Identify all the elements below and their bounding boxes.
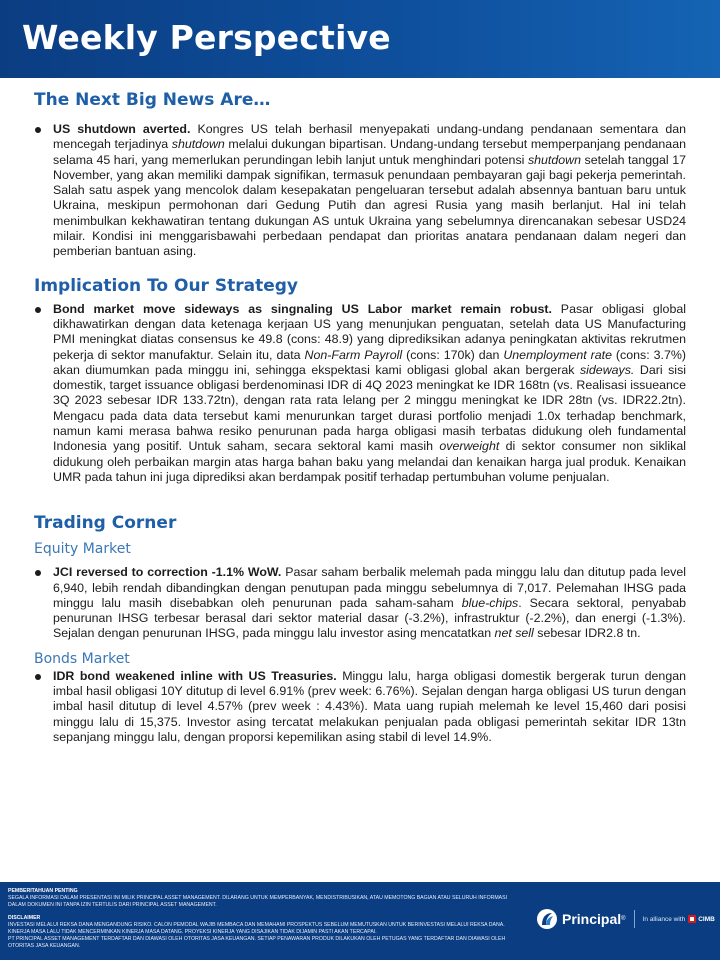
equity-text: . Secara sektoral, penyabab penurunan IHSG terbesar berasal dari sektor material dasar (-3.2%), infrastruktur (-2.2%), dan energi (-1.3%). Sejalan dengan penurunan IHSG, pada minggu lalu investor asing mencatatkan (53, 595, 686, 641)
trading-section (34, 511, 686, 745)
equity-text: sebesar IDR2.8 tn. (533, 626, 641, 641)
strategy-text: (cons: 170k) dan (402, 347, 504, 362)
equity-text: Pasar saham berbalik melemah pada minggu lalu dan ditutup pada level 6,940, lebih rendah dibandingkan dengan penutupan pada minggu sebelumnya di 7,017. Pelemahan IHSG pada minggu lalu masih disebabkan oleh penurunan pada saham-saham (53, 565, 686, 610)
news-section (34, 88, 686, 260)
partner-name: CIMB (698, 915, 715, 923)
strategy-text: di sektor consumer non siklikal didukung oleh perbaikan margin atas harga bahan baku yang melandai dan kenaikan harga jual produk. Kenaikan UMR pada tahun ini juga diprediksi akan berdampak positif terhadap pertumbuhan volume penjualan. (53, 439, 686, 484)
bullet-icon (35, 127, 41, 133)
notice-heading: PEMBERITAHUAN PENTING (8, 888, 78, 894)
equity-paragraph (53, 565, 686, 641)
notice-text: SEGALA INFORMASI DALAM PRESENTASI INI MILIK PRINCIPAL ASSET MANAGEMENT. DILARANG UNTUK MEMPERBANYAK, MENDISTRIBUSIKAN, ATAU MEMOTONG BAGIAN ATAU SELURUH INFORMASI DALAM DOKUMEN INI TANPA IZIN TERTULIS DARI PRINCIPAL ASSET MANAGEMENT. (8, 895, 508, 909)
disclaimer-heading: DISCLAIMER (8, 914, 41, 921)
principal-logo-icon (536, 908, 558, 930)
bonds-heading: Bonds Market (34, 650, 130, 667)
page-header (0, 0, 720, 78)
trading-heading: Trading Corner (34, 513, 177, 534)
page-title: Weekly Perspective (22, 18, 391, 57)
equity-emphasis: blue-chips (461, 595, 519, 610)
news-emphasis: shutdown (171, 137, 225, 152)
page-footer (0, 882, 720, 960)
cimb-logo-icon (688, 915, 696, 923)
bonds-lead: IDR bond weakened inline with US Treasuries. (53, 668, 337, 683)
news-bullet (34, 122, 686, 260)
news-heading: The Next Big News Are… (34, 90, 271, 110)
brand-divider (634, 910, 635, 928)
strategy-section (34, 274, 686, 486)
news-text: melalui dukungan bipartisan. Undang-undang tersebut memperpanjang pendanaan selama 45 hari, yang memerlukan perundingan lebih lanjut untuk menghindari potensi (53, 137, 686, 167)
alliance-text: In alliance with (642, 915, 686, 923)
bonds-text: Minggu lalu, harga obligasi domestik bergerak turun dengan imbal hasil obligasi 10Y ditutup di level 6.91% (prev week: 6.76%). Sejalan dengan harga obligasi US turun dengan imbal hasil ditutup di level 4.57% (prev week : 4.43%). Mata uang rupiah melemah ke level 15,460 dari posisi minggu lalu di 15,375. Investor asing tercatat melakukan penjualan pada obligasi pemerintah sekitar IDR 13tn sepanjang minggu lalu, dengan proporsi kepemilikan asing stabil di level 14.9%. (53, 668, 686, 744)
equity-bullet (34, 565, 686, 641)
news-emphasis: shutdown (527, 152, 581, 167)
main-content (34, 88, 686, 745)
bullet-icon (35, 307, 41, 313)
equity-emphasis: net sell (494, 626, 534, 641)
bullet-icon (35, 674, 41, 680)
strategy-bullet (34, 302, 686, 486)
strategy-emphasis: overweight (439, 439, 500, 454)
strategy-lead: Bond market move sideways as singnaling US Labor market remain robust. (53, 301, 552, 316)
bonds-bullet (34, 669, 686, 745)
news-text: Kongres US telah berhasil menyepakati undang-undang pendanaan sementara dan mencegah terjadinya (53, 122, 686, 152)
equity-lead: JCI reversed to correction -1.1% WoW. (53, 565, 282, 580)
disclaimer-text-2: PT PRINCIPAL ASSET MANAGEMENT TERDAFTAR DAN DIAWASI OLEH OTORITAS JASA KEUANGAN. SETIAP PENAWARAN PRODUK DILAKUKAN OLEH PETUGAS YANG TERDAFTAR DAN DIAWASI OLEH OTORITAS JASA KEUANGAN. (8, 936, 506, 950)
strategy-heading: Implication To Our Strategy (34, 275, 298, 296)
strategy-text: Dari sisi domestik, target issuance obligasi berdenominasi IDR di 4Q 2023 meningkat ke IDR 168tn (vs. Realisasi issueance 3Q 2023 sebesar IDR 133.72tn), dengan rata rata lelang per 2 minggu meningkat ke IDR 28tn (vs. IDR22.2tn). Mengacu pada data data tersebut kami menurunkan target durasi portfolio menjadi 1.0x terhadap benchmark, namun kami merasa bahwa resiko penurunan pada harga obligasi masih terbatas didukung oleh fundamental Indonesia yang positif. Untuk saham, secara sektoral kami masih (53, 362, 687, 454)
news-paragraph (53, 122, 686, 260)
news-text: setelah tanggal 17 November, yang akan memiliki dampak signifikan, termasuk penundaan pembayaran gaji bagi pekerja pemerintah. Salah satu aspek yang mencolok dalam kesepakatan pengeluaran tersebut adalah absennya bantuan baru untuk Ukraina, meskipun permohonan dari Gedung Putih dan agresi Rusia yang masih berlanjut. Hal ini telah menimbulkan kekhawatiran tentang dukungan AS untuk Ukraina yang sebelumnya direncanakan sebesar USD24 milair. Kondisi ini menggarisbawahi perbedaan pendapat dan prioritas anatara pendanaan dalam negeri dan pemberian bantuan asing. (53, 152, 686, 259)
equity-heading: Equity Market (34, 541, 131, 558)
strategy-text: (cons: 3.7%) akan diumumkan pada minggu ini, sehingga ekspektasi kami obligasi global akan bergerak (53, 347, 686, 377)
brand-logo: Principal ® In alliance with CIMB (536, 906, 715, 932)
strategy-text: Pasar obligasi global dikhawatirkan dengan data ketenaga kerjaan US yang menunjukan penguatan, setelah data US Manufacturing PMI meningkat diatas consensus ke 49.8 (cons: 48.9) yang diprediksikan adanya peningkatan aktivitas rekrutmen pekerja di sektor manufaktur. Selain itu, data (53, 301, 686, 362)
disclaimer-text: INVESTASI MELALUI REKSA DANA MENGANDUNG RISIKO. CALON PEMODAL WAJIB MEMBACA DAN MEMAHAMI PROSPEKTUS SEBELUM MEMUTUSKAN UNTUK BERINVESTASI MELALUI REKSA DANA. KINERJA MASA LALU TIDAK MENCERMINKAN KINERJA MASA DATANG. PROYEKSI KINERJA YANG DISAJIKAN TIDAK DIJAMIN PASTI AKAN TERCAPAI. (8, 921, 505, 936)
strategy-paragraph (53, 302, 686, 486)
strategy-emphasis: Non-Farm Payroll (304, 347, 403, 362)
bullet-icon (35, 570, 41, 576)
bonds-paragraph (53, 669, 686, 745)
strategy-emphasis: Unemployment rate (503, 347, 612, 362)
brand-name: Principal (562, 911, 622, 927)
news-lead: US shutdown averted. (53, 122, 191, 136)
strategy-emphasis: sideways. (579, 362, 635, 377)
footer-disclaimer (8, 888, 523, 951)
